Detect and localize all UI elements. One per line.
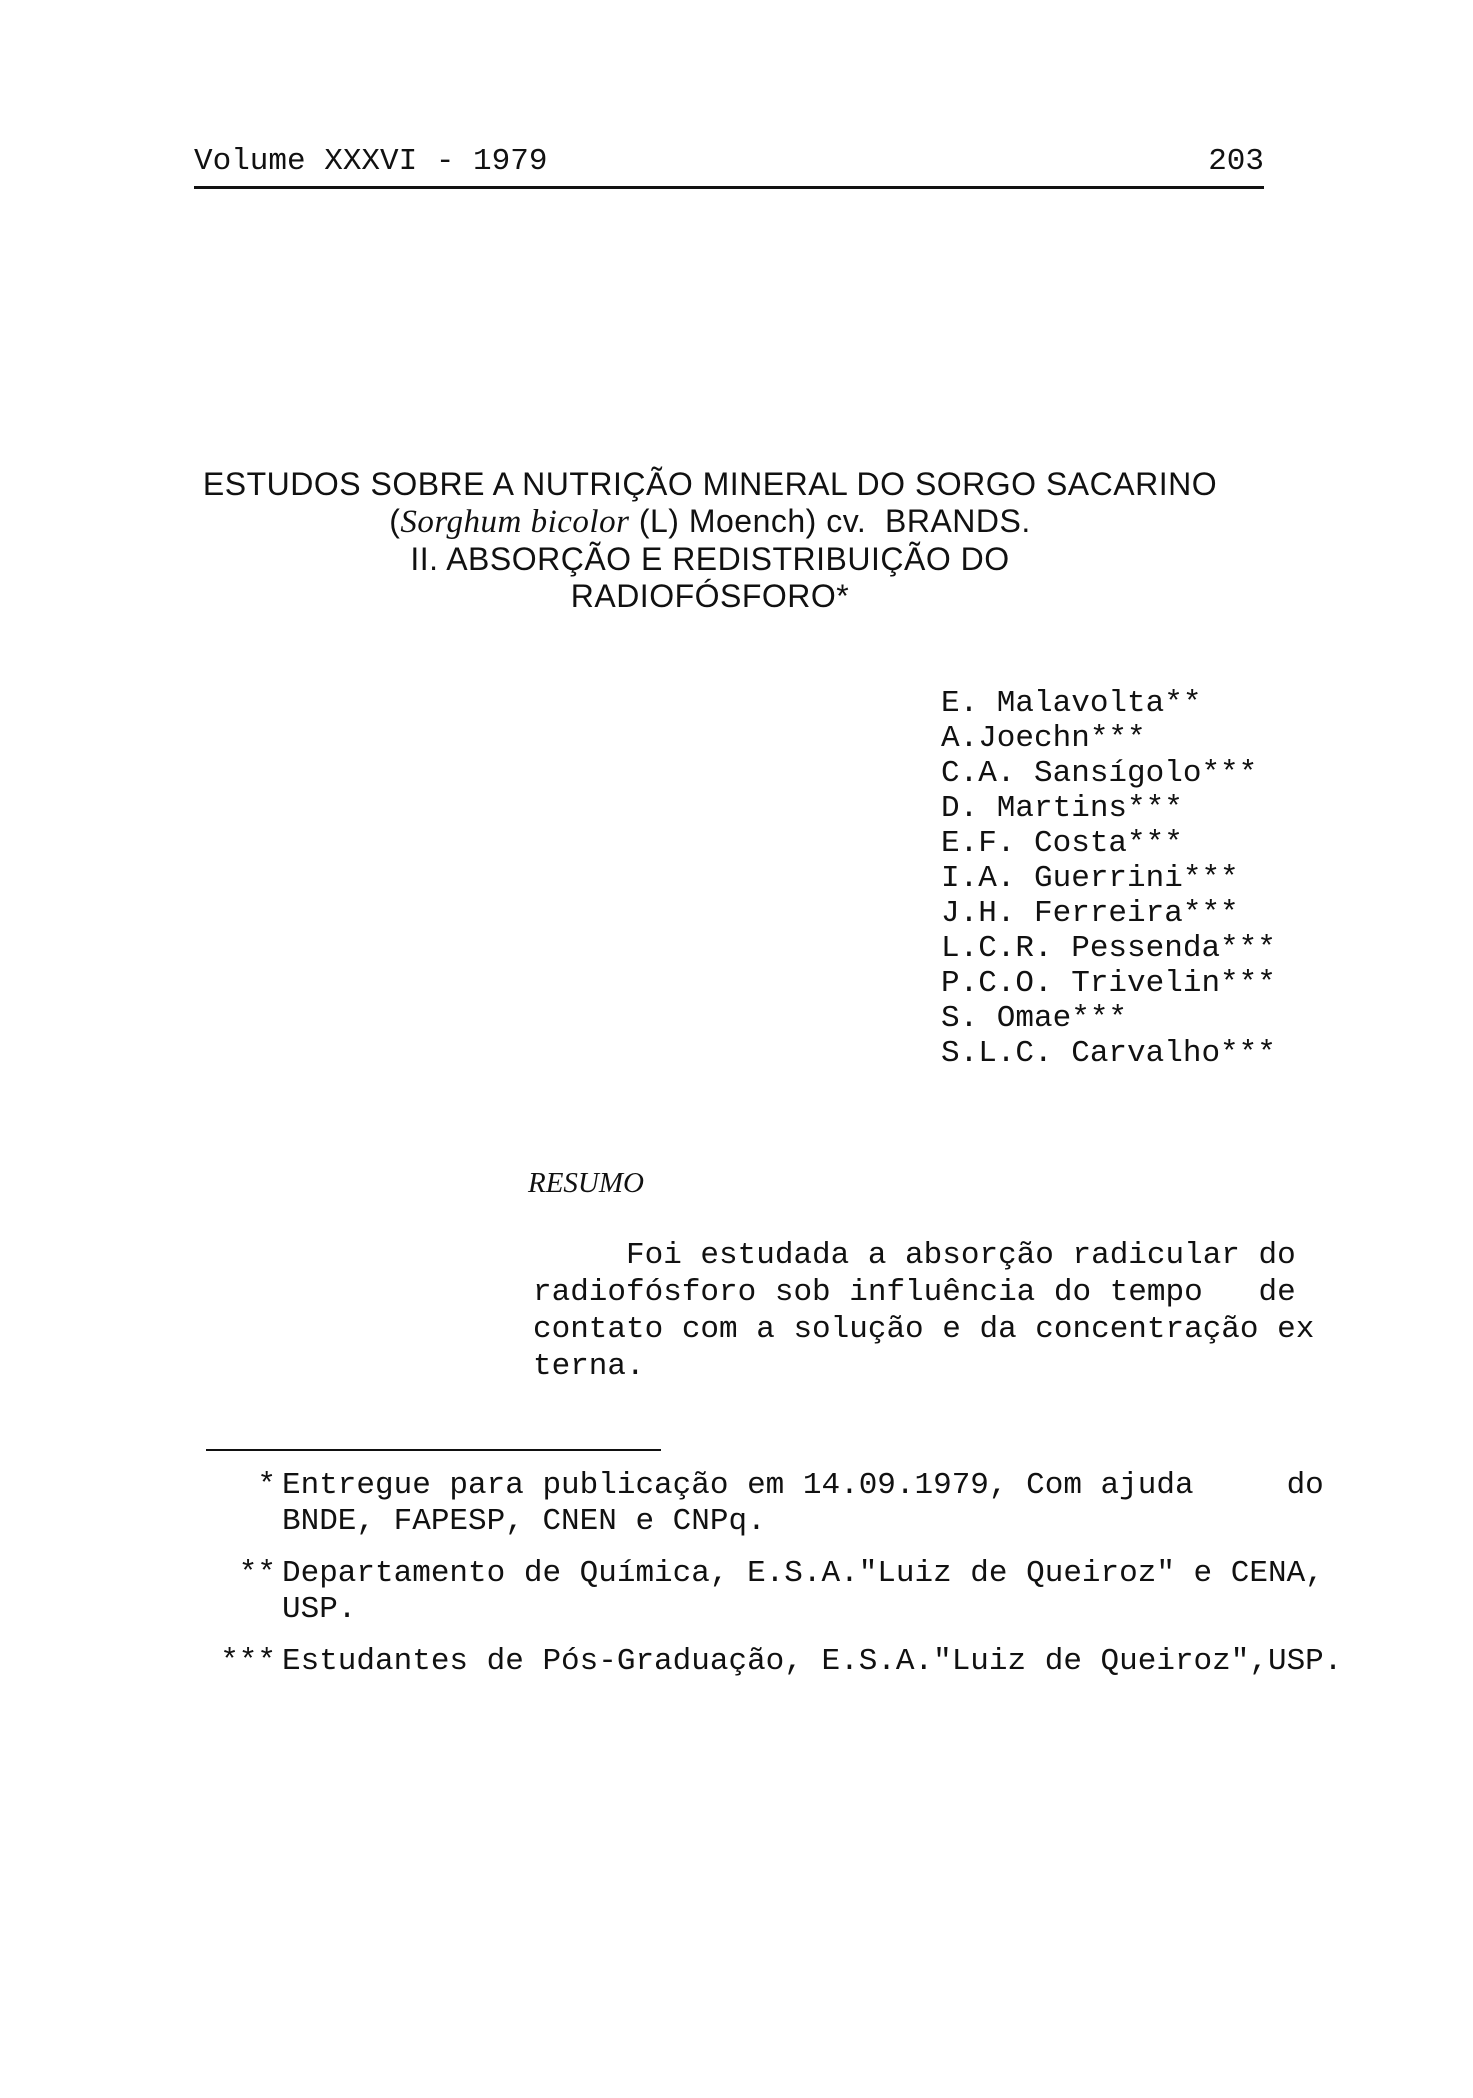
footnote-mark: *** [220, 1644, 276, 1679]
article-title [200, 466, 1220, 615]
author-name: S.L.C. Carvalho*** [941, 1036, 1276, 1071]
footnote-text [282, 1468, 1324, 1540]
species-name: Sorghum bicolor [400, 504, 630, 540]
title-line-3: II. ABSORÇÃO E REDISTRIBUIÇÃO DO [410, 541, 1010, 577]
author-name: E. Malavolta** [941, 686, 1202, 721]
author-name: S. Omae*** [941, 1001, 1128, 1036]
author-name: D. Martins*** [941, 791, 1183, 826]
page-number: 203 [1208, 144, 1264, 179]
footnote-line: Entregue para publicação em 14.09.1979, Com ajuda do [282, 1468, 1324, 1503]
title-open-paren: ( [389, 503, 401, 539]
header-rule [194, 186, 1264, 189]
footnote-line: USP. [282, 1592, 357, 1627]
footnote [200, 1468, 1324, 1540]
footnotes [200, 1468, 1343, 1696]
author-name: C.A. Sansígolo*** [941, 756, 1258, 791]
title-line-1: ESTUDOS SOBRE A NUTRIÇÃO MINERAL DO SORGO SACARINO [202, 466, 1218, 502]
author-name: P.C.O. Trivelin*** [941, 966, 1276, 1001]
footnote-line: BNDE, FAPESP, CNEN e CNPq. [282, 1504, 766, 1539]
footnote [200, 1556, 1324, 1628]
abstract-line: contato com a solução e da concentração ex [533, 1312, 1315, 1347]
author-name: J.H. Ferreira*** [941, 896, 1239, 931]
abstract-line: terna. [533, 1349, 645, 1384]
footnote-mark: * [257, 1468, 276, 1503]
title-line-2-rest: (L) Moench) cv. BRANDS. [629, 503, 1031, 539]
title-line-2 [200, 503, 1220, 541]
title-line-4: RADIOFÓSFORO* [570, 578, 850, 614]
footnote-text [282, 1644, 1342, 1680]
abstract-text [533, 1237, 1315, 1385]
abstract-line: radiofósforo sob influência do tempo de [533, 1275, 1296, 1310]
footnote [200, 1644, 1343, 1680]
footnote-mark: ** [238, 1556, 276, 1591]
footnote-line: Departamento de Química, E.S.A."Luiz de Queiroz" e CENA, [282, 1556, 1324, 1591]
author-name: L.C.R. Pessenda*** [941, 931, 1276, 966]
abstract-line: Foi estudada a absorção radicular do [533, 1238, 1296, 1273]
author-name: E.F. Costa*** [941, 826, 1183, 861]
author-list [941, 686, 1276, 1071]
footnote-line: Estudantes de Pós-Graduação, E.S.A."Luiz de Queiroz",USP. [282, 1644, 1343, 1679]
footnote-text [282, 1556, 1324, 1628]
author-name: A.Joechn*** [941, 721, 1146, 756]
volume-label: Volume XXXVI - 1979 [194, 144, 548, 179]
footnote-rule [206, 1449, 661, 1451]
resumo-heading: RESUMO [528, 1167, 644, 1199]
running-head [194, 140, 1264, 184]
author-name: I.A. Guerrini*** [941, 861, 1239, 896]
